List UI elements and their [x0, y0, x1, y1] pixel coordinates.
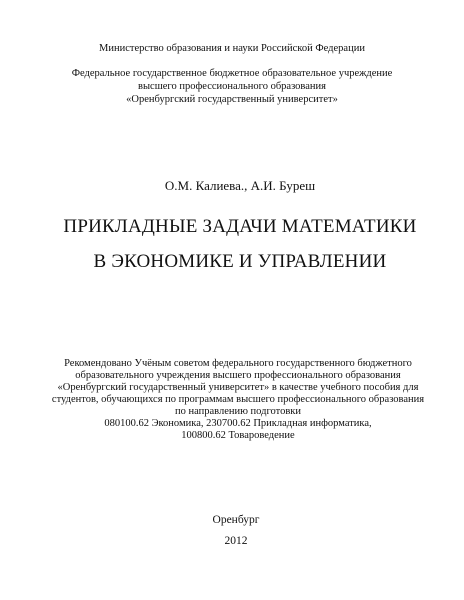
institution-line-3: «Оренбургский государственный университет» — [126, 94, 338, 105]
recommendation-line-1: Рекомендовано Учёным советом федерального государственного бюджетного — [64, 358, 412, 369]
recommendation-line-6: 080100.62 Экономика, 230700.62 Прикладная информатика, — [104, 418, 372, 429]
recommendation-line-3: «Оренбургский государственный университет» в качестве учебного пособия для — [57, 382, 419, 393]
recommendation-line-4: студентов, обучающихся по программам высшего профессионального образования — [51, 394, 425, 405]
ministry-line: Министерство образования и науки Российской Федерации — [99, 43, 365, 54]
title-line-2: В ЭКОНОМИКЕ И УПРАВЛЕНИИ — [93, 251, 387, 272]
recommendation-line-2: образовательного учреждения высшего профессионального образования — [75, 370, 401, 381]
institution-line-2: высшего профессионального образования — [138, 81, 326, 92]
authors: О.М. Калиева., А.И. Буреш — [164, 178, 316, 193]
publication-city: Оренбург — [212, 514, 260, 526]
recommendation-line-5: по направлению подготовки — [174, 406, 302, 417]
title-line-1: ПРИКЛАДНЫЕ ЗАДАЧИ МАТЕМАТИКИ — [63, 216, 417, 237]
institution-line-1: Федеральное государственное бюджетное образовательное учреждение — [71, 68, 393, 79]
publication-year: 2012 — [224, 535, 248, 547]
recommendation-line-7: 100800.62 Товароведение — [181, 430, 295, 441]
